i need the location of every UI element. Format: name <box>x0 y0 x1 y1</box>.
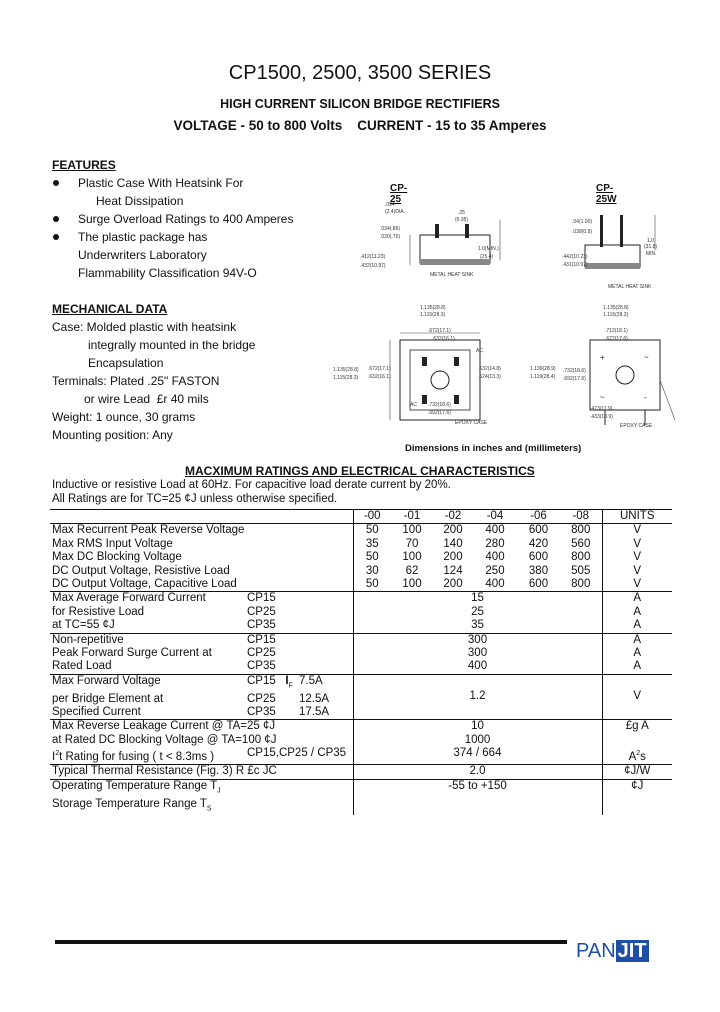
row-label: DC Output Voltage, Capacitive Load <box>52 578 237 591</box>
cell: 600 <box>528 551 549 564</box>
ratings-table <box>50 509 672 815</box>
dim-text: .732(18.6) <box>563 368 586 374</box>
dim-text: 1.135(28.8) <box>333 367 359 373</box>
dim-text: 1.0 <box>647 238 654 244</box>
table-row <box>50 633 672 647</box>
mechanical-line: Weight: 1 ounce, 30 grams <box>52 410 196 424</box>
dim-text: MIN. <box>646 251 657 257</box>
mechanical-line: or wire Lead £r 40 mils <box>84 392 209 406</box>
ratings-note: Inductive or resistive Load at 60Hz. For capacitive load derate current by 20%. <box>52 479 451 491</box>
part-label: CP15 <box>247 674 276 687</box>
cell: 35 <box>353 619 602 633</box>
footer-rule <box>55 940 567 944</box>
row-label: Max DC Blocking Voltage <box>52 551 182 564</box>
cell: 1.2 <box>353 674 602 720</box>
table-row <box>50 798 672 816</box>
cell: 100 <box>402 551 422 564</box>
unit-cell: V <box>602 674 672 720</box>
unit-post: s <box>640 751 646 764</box>
dim-text: .412(11.23) <box>360 254 386 260</box>
table-row <box>50 578 672 592</box>
part-cell: CP25 <box>247 692 276 705</box>
cell <box>353 798 602 816</box>
row-label: Max Reverse Leakage Current @ TA=25 ¢J <box>50 720 353 734</box>
cell: 30 <box>353 565 391 578</box>
dim-text: (31.8) <box>644 244 658 250</box>
current-cell: 12.5A <box>299 692 330 705</box>
dim-text: (2.4)DIA. <box>385 209 406 215</box>
unit-pre: A <box>628 751 637 764</box>
bullet-icon <box>53 180 59 186</box>
table-row <box>50 765 672 779</box>
cell: 800 <box>571 551 591 564</box>
col-header: -00 <box>353 510 391 524</box>
unit-cell: V <box>602 578 672 592</box>
mechanical-line: Terminals: Plated .25" FASTON <box>52 374 220 388</box>
table-row <box>50 779 672 797</box>
page-subtitle: HIGH CURRENT SILICON BRIDGE RECTIFIERS <box>220 97 500 111</box>
unit-cell <box>602 747 672 765</box>
feature-line: Underwriters Laboratory <box>78 248 207 262</box>
cell: 800 <box>571 578 591 591</box>
cell: 200 <box>433 524 473 538</box>
dim-text: AC <box>410 402 417 408</box>
table-row <box>50 747 672 765</box>
unit-cell <box>602 734 672 747</box>
dim-text: .431(10.97) <box>562 262 588 268</box>
row-label <box>50 747 245 765</box>
temp-label: Storage Temperature Range T <box>52 797 207 810</box>
row-label: Max Recurrent Peak Reverse Voltage <box>50 524 353 538</box>
if-sub: F <box>288 682 293 690</box>
cell: 62 <box>405 564 419 577</box>
logo-jit: JIT <box>617 940 647 962</box>
table-row <box>50 674 672 692</box>
cell: 400 <box>473 524 517 538</box>
table-row <box>50 565 672 578</box>
cell: 70 <box>405 537 419 550</box>
dim-text: .442(10.23) <box>562 254 588 260</box>
dim-text: .432(10.97) <box>360 263 386 269</box>
dim-text: .712(18.1) <box>605 328 628 334</box>
col-header: -01 <box>391 510 433 524</box>
cell: 140 <box>443 537 463 550</box>
unit-cell: A <box>602 592 672 606</box>
dim-text: EPOXY CASE <box>455 420 488 426</box>
temp-sub: S <box>206 804 212 812</box>
dim-text: 1.0(MIN.) <box>478 246 499 252</box>
dim-text: 1.135(28.8) <box>603 305 629 311</box>
unit-cell: V <box>602 524 672 538</box>
mechanical-line: Mounting position: Any <box>52 428 173 442</box>
mechanical-heading: MECHANICAL DATA <box>52 302 168 316</box>
cell: 380 <box>528 564 549 577</box>
row-label: Max Forward Voltage <box>50 674 245 692</box>
cell: 600 <box>528 578 549 591</box>
dim-text: 1.135(28.8) <box>420 305 446 311</box>
dim-text: .094 <box>385 202 395 208</box>
part-cell: CP15 <box>245 592 353 606</box>
unit-cell: £g A <box>602 720 672 734</box>
unit-cell: ¢J <box>602 779 672 797</box>
feature-line: Plastic Case With Heatsink For <box>78 176 244 190</box>
cell: 374 / 664 <box>353 747 602 765</box>
cell: 280 <box>485 537 505 550</box>
cp25w-label: CP-25W <box>596 183 617 205</box>
cell: 1000 <box>353 734 602 747</box>
voltage-current-line: VOLTAGE - 50 to 800 Volts CURRENT - 15 to 35 Amperes <box>173 118 547 133</box>
unit-cell: A <box>602 660 672 674</box>
row-label <box>50 798 353 816</box>
part-cell: CP15,CP25 / CP35 <box>247 747 347 760</box>
temp-label: Operating Temperature Range T <box>52 779 218 792</box>
cell: 400 <box>485 551 505 564</box>
dim-text: METAL HEAT SINK <box>430 272 474 278</box>
table-row <box>50 619 672 633</box>
row-label: Max RMS Input Voltage <box>52 537 173 550</box>
dim-text: .433(10.9) <box>590 414 613 420</box>
unit-cell: A <box>602 606 672 619</box>
bullet-icon <box>53 216 59 222</box>
table-row <box>50 538 672 551</box>
unit-cell: ¢J/W <box>602 765 672 779</box>
unit-cell: A <box>602 647 672 660</box>
dim-text: .672(17.1) <box>428 328 451 334</box>
dim-text: .632(16.1) <box>368 374 391 380</box>
cell: 25 <box>353 606 602 619</box>
if-label: I <box>285 674 289 687</box>
unit-cell <box>602 798 672 816</box>
cell: 505 <box>571 564 591 577</box>
table-row <box>50 524 672 538</box>
row-label: at TC=55 ¢J <box>52 619 115 632</box>
unit-cell: V <box>602 538 672 551</box>
i2t-post: t Rating for fusing ( t < 8.3ms ) <box>59 751 215 764</box>
mechanical-line: integrally mounted in the bridge <box>88 338 256 352</box>
cell: 300 <box>353 647 602 660</box>
cell: 10 <box>353 720 602 734</box>
row-label: Rated Load <box>52 660 112 673</box>
logo-pan: PAN <box>576 940 616 962</box>
feature-line: Flammability Classification 94V-O <box>78 266 257 280</box>
col-header: -06 <box>517 510 560 524</box>
table-row <box>50 592 672 606</box>
col-header: -04 <box>473 510 517 524</box>
cp25-label: CP-25 <box>390 183 408 205</box>
unit-cell: A <box>602 619 672 633</box>
dim-text: .632(14.8) <box>478 366 501 372</box>
dim-text: 1.115(28.3) <box>603 312 629 318</box>
dim-text: .672(17.1) <box>368 366 391 372</box>
part-cell: CP35 <box>247 660 276 673</box>
i2t-sup: 2 <box>55 750 60 758</box>
cell: 50 <box>353 551 391 564</box>
row-label: for Resistive Load <box>52 605 145 618</box>
svg-text:+: + <box>600 353 605 362</box>
row-label: Peak Forward Surge Current at <box>52 647 212 660</box>
col-header: -08 <box>560 510 602 524</box>
current-cell: 7.5A <box>297 674 353 692</box>
cell: 15 <box>353 592 602 606</box>
part-cell <box>245 674 297 692</box>
feature-line: The plastic package has <box>78 230 208 244</box>
row-label <box>50 779 353 797</box>
svg-text:~: ~ <box>600 393 605 402</box>
feature-line: Heat Dissipation <box>96 194 184 208</box>
current-cell: 17.5A <box>299 705 330 718</box>
part-cell: CP15 <box>245 633 353 647</box>
row-label: DC Output Voltage, Resistive Load <box>52 564 230 577</box>
i2t-pre: I <box>52 751 56 764</box>
dim-text: .030(.76) <box>380 234 401 240</box>
dim-text: (6.35) <box>455 217 469 223</box>
bullet-icon <box>53 234 59 240</box>
cell: -55 to +150 <box>353 779 602 797</box>
ratings-heading: MACXIMUM RATINGS AND ELECTRICAL CHARACTERISTICS <box>185 464 535 478</box>
dim-text: 1.115(28.3) <box>333 375 359 381</box>
mechanical-line: Case: Molded plastic with heatsink <box>52 320 237 334</box>
table-row <box>50 647 672 660</box>
cell: 800 <box>560 524 602 538</box>
cell: 200 <box>443 551 463 564</box>
cell: 35 <box>353 538 391 551</box>
dim-text: .034(.86) <box>380 226 401 232</box>
cell: 50 <box>353 524 391 538</box>
cell: 100 <box>391 524 433 538</box>
cell: 560 <box>571 537 591 550</box>
unit-sup: 2 <box>636 750 641 758</box>
dim-text: 1.115(28.3) <box>420 312 446 318</box>
cell: 50 <box>353 578 391 592</box>
cell: 400 <box>485 578 505 591</box>
cell: 250 <box>485 564 505 577</box>
dim-text: .524(13.3) <box>478 374 501 380</box>
unit-cell: A <box>602 633 672 647</box>
table-row <box>50 551 672 564</box>
dim-text: .473(11.9) <box>590 406 613 412</box>
col-header: -02 <box>433 510 473 524</box>
feature-line: Surge Overload Ratings to 400 Amperes <box>78 212 294 226</box>
dim-text: 1.139(28.9) <box>530 366 556 372</box>
dim-text: METAL HEAT SINK <box>608 284 652 290</box>
cell: 420 <box>528 537 549 550</box>
cell: 124 <box>443 564 463 577</box>
features-heading: FEATURES <box>52 158 116 172</box>
row-label: at Rated DC Blocking Voltage @ TA=100 ¢J <box>52 733 277 746</box>
cell: 200 <box>443 578 463 591</box>
cell: 100 <box>402 578 422 591</box>
row-label: Max Average Forward Current <box>50 592 245 606</box>
header-row <box>50 510 672 524</box>
dim-text: .25 <box>458 210 465 216</box>
row-label: Non-repetitive <box>50 633 245 647</box>
panjit-logo <box>576 940 649 962</box>
dim-text: .672(17.6) <box>605 336 628 342</box>
cell: 600 <box>517 524 560 538</box>
row-label: Specified Current <box>52 705 141 718</box>
cell: 300 <box>353 633 602 647</box>
dim-text: (25.4) <box>480 254 494 260</box>
diagram-caption: Dimensions in inches and (millimeters) <box>405 443 582 454</box>
dim-text: 1.119(28.4) <box>530 374 556 380</box>
cell: 2.0 <box>353 765 602 779</box>
dim-text: EPOXY CASE <box>620 423 653 429</box>
dim-text: AC <box>476 348 483 354</box>
part-cell: CP35 <box>247 705 276 718</box>
col-header: UNITS <box>602 510 672 524</box>
dim-text: .692(17.6) <box>563 376 586 382</box>
part-cell: CP25 <box>247 605 276 618</box>
dim-text: .04(1.00) <box>572 219 593 225</box>
page-title: CP1500, 2500, 3500 SERIES <box>228 62 492 84</box>
dim-text: .038(0.9) <box>572 229 593 235</box>
svg-text:~: ~ <box>644 353 649 362</box>
row-label: per Bridge Element at <box>52 692 164 705</box>
ratings-note: All Ratings are for TC=25 ¢J unless otherwise specified. <box>52 493 338 505</box>
unit-cell: V <box>602 565 672 578</box>
cell: 400 <box>353 660 602 674</box>
row-label: Typical Thermal Resistance (Fig. 3) R £c JC <box>50 765 353 779</box>
dim-text: .632(16.1) <box>432 336 455 342</box>
table-row <box>50 606 672 619</box>
dim-text: .732(18.6) <box>428 402 451 408</box>
unit-cell: V <box>602 551 672 564</box>
table-row <box>50 660 672 674</box>
table-row <box>50 734 672 747</box>
part-cell: CP25 <box>247 647 276 660</box>
table-row <box>50 720 672 734</box>
temp-sub: J <box>217 787 221 795</box>
mechanical-line: Encapsulation <box>88 356 164 370</box>
svg-text:-: - <box>644 393 647 402</box>
part-cell: CP35 <box>247 619 276 632</box>
dim-text: .692(17.6) <box>428 410 451 416</box>
